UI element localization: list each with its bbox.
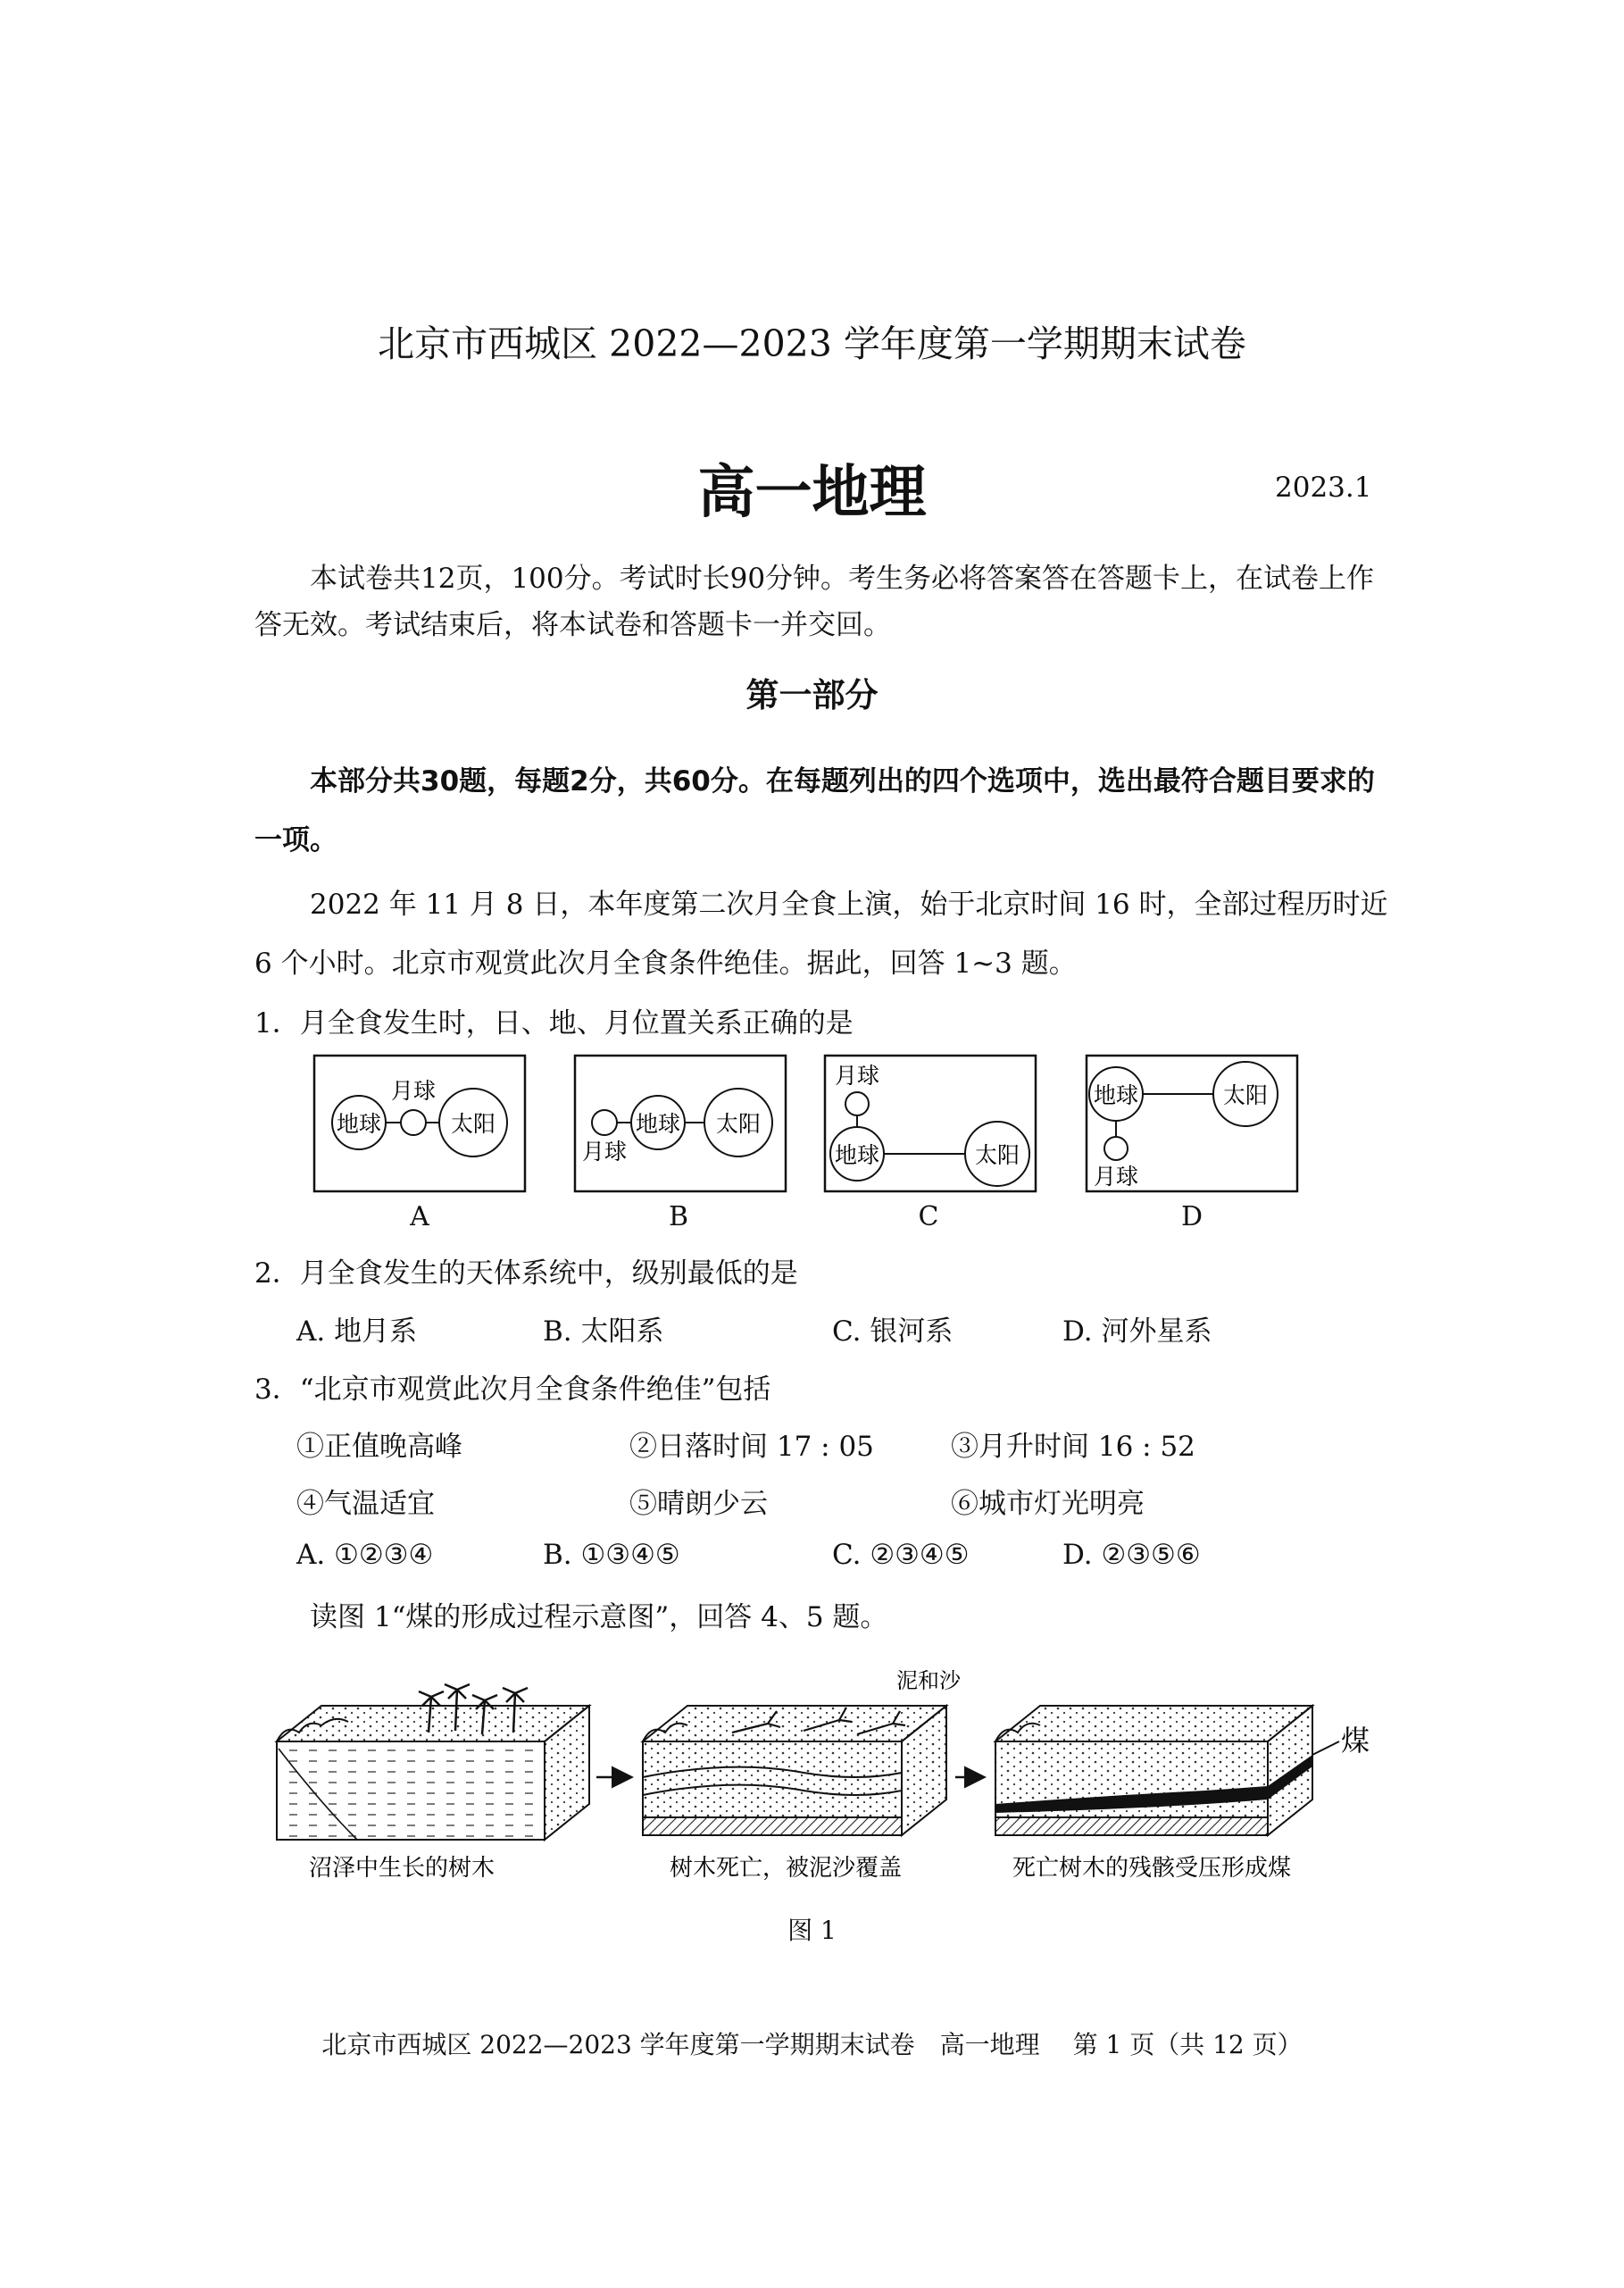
q3-item-3: ③月升时间 16 : 52 <box>951 1431 1195 1463</box>
coal-label: 煤 <box>1340 1724 1370 1758</box>
q3-item-4: ④气温适宜 <box>296 1488 435 1520</box>
moon-label: 月球 <box>834 1063 880 1089</box>
moon-circle <box>401 1110 426 1135</box>
q2-stem: 2．月全食发生的天体系统中，级别最低的是 <box>254 1257 798 1290</box>
earth-label: 地球 <box>834 1142 880 1168</box>
coal-block <box>995 1706 1339 1835</box>
q2-option-b: B. 太阳系 <box>543 1315 664 1348</box>
diagram-d-letter: D <box>1180 1201 1203 1232</box>
moon-label: 月球 <box>581 1139 628 1165</box>
q3-item-2: ②日落时间 17 : 05 <box>629 1431 874 1463</box>
caption-1: 沼泽中生长的树木 <box>308 1855 496 1882</box>
page-footer: 北京市西城区 2022—2023 学年度第一学期期末试卷 高一地理 第 1 页（共 12 页） <box>321 2030 1303 2059</box>
q3-item-1: ①正值晚高峰 <box>296 1431 462 1463</box>
part-title: 第一部分 <box>745 676 879 714</box>
diagram-c-letter: C <box>918 1201 939 1232</box>
coal-formation-figure <box>268 1670 1375 1893</box>
moon-circle <box>845 1092 869 1115</box>
q2-option-a: A. 地月系 <box>296 1315 418 1348</box>
q3-item-6: ⑥城市灯光明亮 <box>951 1488 1145 1520</box>
q1-stem: 1．月全食发生时，日、地、月位置关系正确的是 <box>254 1007 854 1040</box>
q2-option-d: D. 河外星系 <box>1062 1315 1212 1348</box>
sun-label: 太阳 <box>1222 1082 1269 1108</box>
moon-label: 月球 <box>1093 1164 1139 1190</box>
q3-item-5: ⑤晴朗少云 <box>629 1488 768 1520</box>
moon-label: 月球 <box>390 1078 437 1104</box>
earth-label: 地球 <box>336 1111 382 1137</box>
diagram-c <box>823 1054 1037 1193</box>
q3-option-c: C. ②③④⑤ <box>832 1539 970 1571</box>
sun-label: 太阳 <box>715 1111 762 1137</box>
q3-option-d: D. ②③⑤⑥ <box>1062 1539 1201 1571</box>
q2-option-c: C. 银河系 <box>832 1315 954 1348</box>
caption-2: 树木死亡，被泥沙覆盖 <box>669 1855 903 1882</box>
instructions: 本试卷共12页，100分。考试时长90分钟。考生务必将答案答在答题卡上，在试卷上作答无效。考试结束后，将本试卷和答题卡一并交回。 <box>254 563 1375 641</box>
earth-label: 地球 <box>635 1111 681 1137</box>
sun-label: 太阳 <box>974 1142 1020 1168</box>
diagram-a <box>312 1054 527 1193</box>
diagram-a-letter: A <box>410 1201 429 1232</box>
subject-title: 高一地理 <box>697 460 927 526</box>
earth-label: 地球 <box>1093 1082 1139 1108</box>
caption-3: 死亡树木的残骸受压形成煤 <box>1012 1855 1292 1882</box>
diagram-b <box>573 1054 787 1193</box>
diagram-b-letter: B <box>668 1201 689 1232</box>
exam-title: 北京市西城区 2022—2023 学年度第一学期期末试卷 <box>378 322 1246 365</box>
sand-label: 泥和沙 <box>896 1670 961 1693</box>
moon-circle <box>592 1110 617 1135</box>
passage-2: 读图 1“煤的形成过程示意图”，回答 4、5 题。 <box>310 1601 888 1633</box>
q3-stem: 3．“北京市观赏此次月全食条件绝佳”包括 <box>254 1374 771 1406</box>
buried-block <box>643 1706 946 1835</box>
moon-circle <box>1104 1137 1128 1160</box>
sun-label: 太阳 <box>450 1111 496 1137</box>
q3-option-b: B. ①③④⑤ <box>543 1539 680 1571</box>
part-intro: 本部分共30题，每题2分，共60分。在每题列出的四个选项中，选出最符合题目要求的一项。 <box>254 765 1375 856</box>
diagram-d <box>1085 1054 1299 1193</box>
passage-1: 2022 年 11 月 8 日，本年度第二次月全食上演，始于北京时间 16 时，全部过程历时近 6 个小时。北京市观赏此次月全食条件绝佳。据此，回答 1~3 题。 <box>254 889 1388 980</box>
q3-option-a: A. ①②③④ <box>296 1539 434 1571</box>
exam-date: 2023.1 <box>1275 472 1372 504</box>
swamp-block <box>277 1684 589 1840</box>
figure-title: 图 1 <box>787 1916 837 1945</box>
